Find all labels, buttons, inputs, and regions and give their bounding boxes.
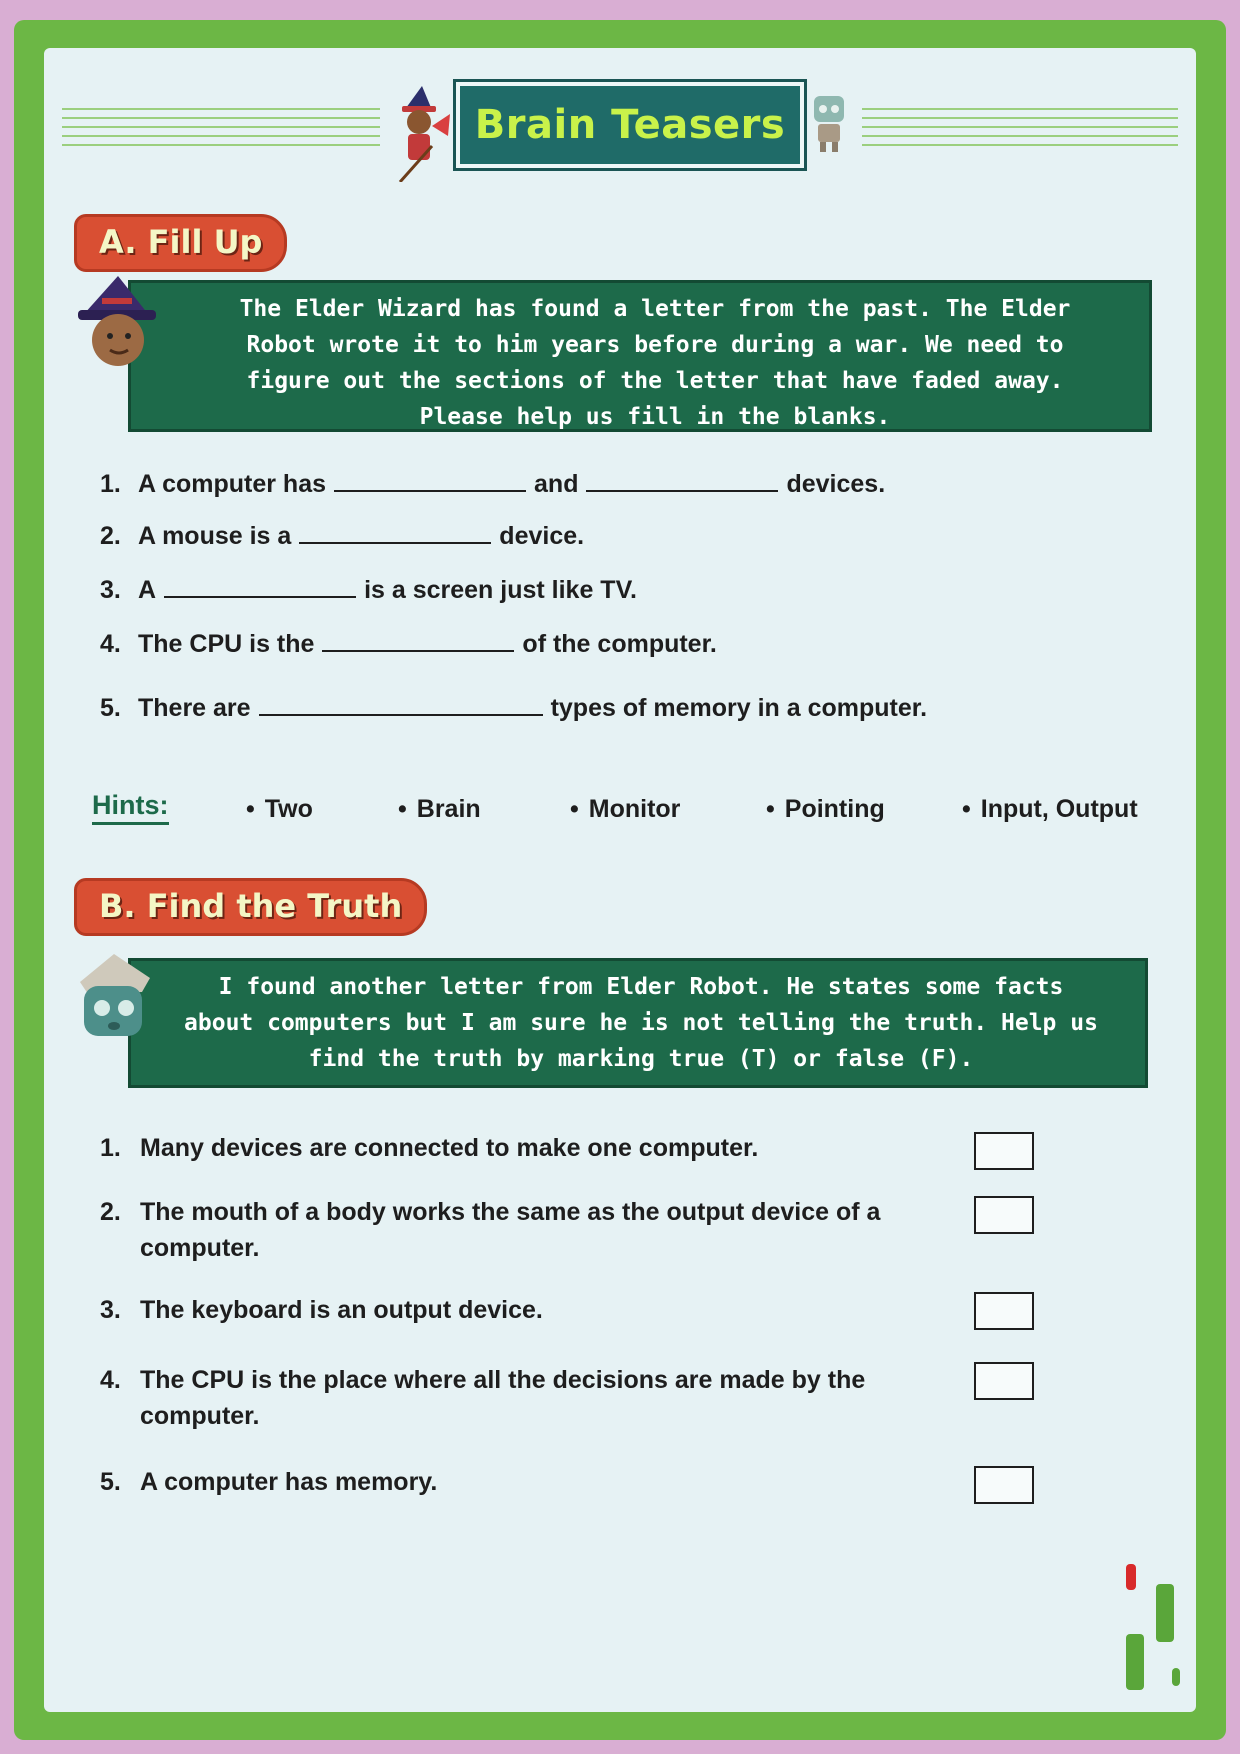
header-rule-right — [862, 108, 1178, 148]
fill-question-5 — [100, 692, 927, 723]
question-number: 1. — [100, 470, 121, 498]
page-title: Brain Teasers — [474, 102, 786, 148]
statement-text: The mouth of a body works the same as the output device of a computer. — [140, 1198, 881, 1262]
question-text: There are — [138, 694, 251, 722]
statement-text: A computer has memory. — [140, 1468, 438, 1496]
question-text: The CPU is the — [138, 630, 315, 658]
statement-number: 3. — [100, 1296, 121, 1324]
statement-4 — [100, 1362, 950, 1434]
robot-face-icon — [70, 952, 158, 1048]
statement-5 — [100, 1464, 930, 1500]
answer-blank[interactable] — [299, 520, 491, 544]
statement-number: 5. — [100, 1468, 121, 1496]
answer-blank[interactable] — [322, 628, 514, 652]
hint-item: • Input, Output — [962, 795, 1138, 824]
statement-number: 1. — [100, 1134, 121, 1162]
fill-question-4 — [100, 628, 717, 659]
statement-3 — [100, 1292, 930, 1328]
wizard-face-icon — [74, 276, 164, 372]
decorative-mark — [1126, 1634, 1144, 1690]
banner-line: find the truth by marking true (T) or false (F). — [308, 1046, 974, 1072]
hint-item: • Monitor — [570, 795, 680, 824]
answer-box-5[interactable] — [974, 1466, 1034, 1504]
question-text: A computer has — [138, 470, 327, 498]
section-a-tag: A. Fill Up — [74, 214, 287, 272]
statement-1 — [100, 1130, 930, 1166]
hint-item: • Two — [246, 795, 313, 824]
small-robot-icon — [806, 90, 852, 154]
question-number: 3. — [100, 576, 121, 604]
header-rule-left — [62, 108, 380, 148]
question-text: devices. — [786, 470, 886, 498]
witch-character-icon — [392, 86, 454, 182]
question-text: device. — [499, 522, 585, 550]
question-text: of the computer. — [522, 630, 717, 658]
answer-blank[interactable] — [259, 692, 543, 716]
decorative-mark — [1126, 1564, 1136, 1590]
statement-number: 2. — [100, 1198, 121, 1226]
section-a-banner — [128, 280, 1152, 432]
question-text: A — [138, 576, 157, 604]
answer-box-3[interactable] — [974, 1292, 1034, 1330]
banner-line: Please help us fill in the blanks. — [419, 404, 891, 430]
fill-question-3 — [100, 574, 637, 605]
question-text: A mouse is a — [138, 522, 292, 550]
section-b-banner — [128, 958, 1148, 1088]
answer-box-4[interactable] — [974, 1362, 1034, 1400]
decorative-mark — [1172, 1668, 1180, 1686]
question-text: is a screen just like TV. — [364, 576, 637, 604]
question-number: 2. — [100, 522, 121, 550]
fill-question-2 — [100, 520, 584, 551]
question-number: 4. — [100, 630, 121, 658]
answer-box-1[interactable] — [974, 1132, 1034, 1170]
statement-text: The CPU is the place where all the decisions are made by the computer. — [140, 1366, 866, 1430]
banner-line: about computers but I am sure he is not telling the truth. Help us — [184, 1010, 1098, 1036]
statement-number: 4. — [100, 1366, 121, 1394]
hints-label: Hints: — [92, 788, 169, 825]
statement-text: The keyboard is an output device. — [140, 1296, 543, 1324]
question-text: types of memory in a computer. — [550, 694, 928, 722]
decorative-mark — [1156, 1584, 1174, 1642]
section-b-tag: B. Find the Truth — [74, 878, 427, 936]
question-number: 5. — [100, 694, 121, 722]
answer-blank[interactable] — [164, 574, 356, 598]
title-banner — [456, 82, 804, 168]
fill-question-1 — [100, 468, 885, 499]
answer-blank[interactable] — [586, 468, 778, 492]
banner-line: Robot wrote it to him years before during a war. We need to — [246, 332, 1064, 358]
hint-item: • Brain — [398, 795, 481, 824]
banner-line: The Elder Wizard has found a letter from the past. The Elder — [239, 296, 1071, 322]
statement-2 — [100, 1194, 920, 1266]
answer-box-2[interactable] — [974, 1196, 1034, 1234]
question-text: and — [534, 470, 579, 498]
hint-item: • Pointing — [766, 795, 885, 824]
banner-line: figure out the sections of the letter that have faded away. — [246, 368, 1064, 394]
statement-text: Many devices are connected to make one computer. — [140, 1134, 759, 1162]
answer-blank[interactable] — [334, 468, 526, 492]
banner-line: I found another letter from Elder Robot. He states some facts — [218, 974, 1064, 1000]
